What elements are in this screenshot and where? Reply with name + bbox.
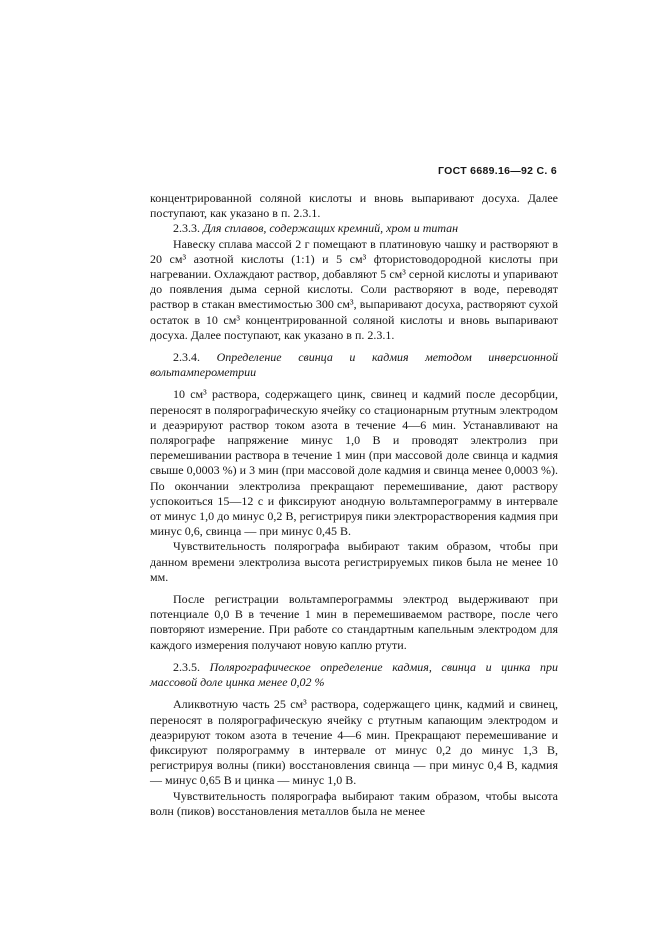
- section-title: Для сплавов, содержащих кремний, хром и титан: [203, 221, 459, 236]
- section-heading-2-3-5: [150, 660, 558, 690]
- section-title: Полярографическое определение кадмия, свинца и цинка при массовой доле цинка менее 0,02 %: [150, 659, 559, 690]
- section-number: 2.3.4.: [173, 350, 200, 365]
- page-header-standard-code: ГОСТ 6689.16—92 С. 6: [438, 165, 557, 177]
- paragraph-aliquot: Аликвотную часть 25 см³ раствора, содержащего цинк, кадмий и свинец, переносят в полярографическую ячейку с ртутным капающим электродом и деаэрируют током азота в течение 4—6 мин. Прекращают перемешивание и фиксируют полярограмму в интервале от минус 0,2 до минус 1,3 В, регистрируя волны (пики) восстановления свинца — при минус 0,4 В, кадмия — минус 0,65 В и цинка — минус 1,0 В.: [150, 697, 558, 788]
- body-text: [150, 191, 558, 819]
- section-number: 2.3.3.: [173, 221, 200, 236]
- paragraph-electrolysis: 10 см³ раствора, содержащего цинк, свинец и кадмий после десорбции, переносят в полярографическую ячейку со стационарным ртутным электродом и деаэрируют раствор током азота в течение 4—6 мин. Устанавливают на полярографе напряжение минус 1,0 В и проводят электролиз при перемешивании раствора в течение 1 мин (при массовой доле свинца и кадмия свыше 0,0003 %) и 3 мин (при массовой доле кадмия и свинца менее 0,0003 %). По окончании электролиза прекращают перемешивание, дают раствору успокоиться 15—12 с и фиксируют анодную вольтамперограмму в интервале от минус 1,0 до минус 0,2 В, регистрируя пики электрорастворения кадмия при минус 0,6, свинца — при минус 0,45 В.: [150, 387, 558, 539]
- paragraph-sensitivity: Чувствительность полярографа выбирают таким образом, чтобы при данном времени электролиза высота регистрируемых пиков была не менее 10 мм.: [150, 539, 558, 584]
- section-title: Определение свинца и кадмия методом инверсионной вольтамперометрии: [150, 350, 559, 380]
- section-number: 2.3.5.: [173, 659, 200, 674]
- paragraph-after-registration: После регистрации вольтамперограммы электрод выдерживают при потенциале 0,0 В в течение 1 мин в перемешиваемом растворе, после чего повторяют измерение. При работе со стандартным капельным электродом для каждого измерения получают новую каплю ртути.: [150, 592, 558, 652]
- paragraph-continuation: концентрированной соляной кислоты и вновь выпаривают досуха. Далее поступают, как указано в п. 2.3.1.: [150, 191, 558, 221]
- section-heading-2-3-3: [150, 221, 558, 236]
- paragraph-alloys-method: Навеску сплава массой 2 г помещают в платиновую чашку и растворяют в 20 см³ азотной кислоты (1:1) и 5 см³ фтористоводородной кислоты при нагревании. Охлаждают раствор, добавляют 5 см³ серной кислоты и упаривают до появления дыма серной кислоты. Соли растворяют в воде, переводят раствор в стакан вместимостью 300 см³, выпаривают досуха, растворяют сухой остаток в 10 см³ концентрированной соляной кислоты и вновь выпаривают досуха. Далее поступают, как указано в п. 2.3.1.: [150, 236, 558, 342]
- section-heading-2-3-4: [150, 350, 558, 380]
- paragraph-sensitivity-continued: Чувствительность полярографа выбирают таким образом, чтобы высота волн (пиков) восстановления металлов была не менее: [150, 788, 558, 818]
